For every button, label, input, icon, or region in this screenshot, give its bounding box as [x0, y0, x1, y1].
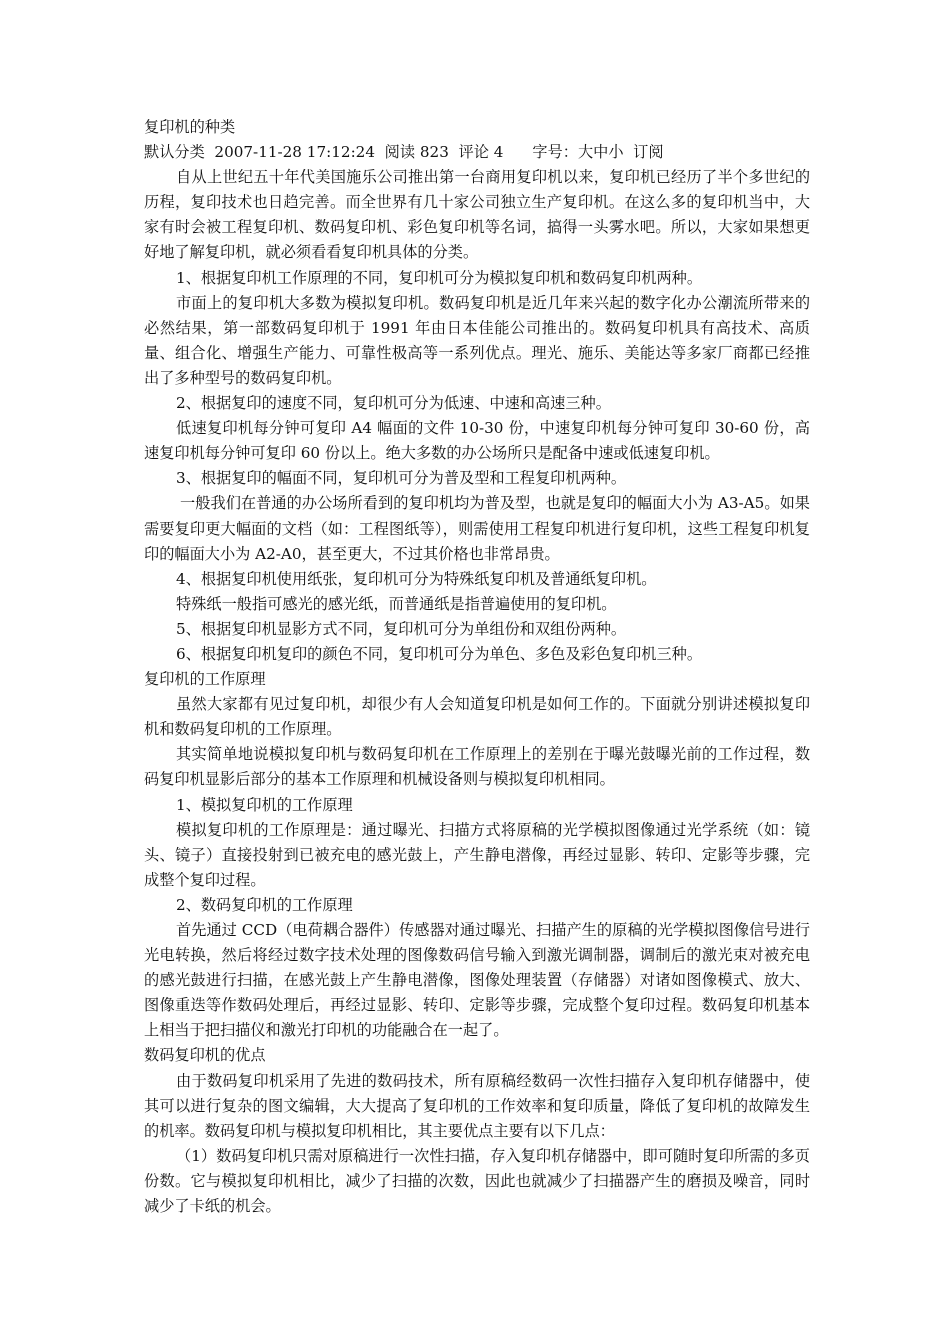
post-meta: [144, 140, 810, 165]
paragraph: 5、根据复印机显影方式不同，复印机可分为单组份和双组份两种。: [176, 619, 627, 638]
paragraph: 低速复印机每分钟可复印 A4 幅面的文件 10-30 份，中速复印机每分钟可复印 30-60 份，高速复印机每分钟可复印 60 份以上。绝大多数的办公场所只是配备中速或低速复印机。: [144, 419, 810, 463]
meta-datetime: 2007-11-28 17:12:24: [214, 143, 376, 162]
paragraph: 1、根据复印机工作原理的不同，复印机可分为模拟复印机和数码复印机两种。: [176, 268, 703, 287]
paragraph: 其实简单地说模拟复印机与数码复印机在工作原理上的差别在于曝光鼓曝光前的工作过程，数码复印机显影后部分的基本工作原理和机械设备则与模拟复印机相同。: [144, 745, 810, 789]
paragraph: 一般我们在普通的办公场所看到的复印机均为普及型，也就是复印的幅面大小为 A3-A5。如果需要复印更大幅面的文档（如：工程图纸等），则需使用工程复印机进行复印机，这些工程复印机复印的幅面大小为 A2-A0，甚至更大，不过其价格也非常昂贵。: [144, 494, 810, 563]
meta-category[interactable]: 默认分类: [144, 143, 205, 162]
document-title: 复印机的种类: [144, 118, 236, 136]
paragraph: 4、根据复印机使用纸张，复印机可分为特殊纸复印机及普通纸复印机。: [176, 569, 657, 588]
paragraph: 市面上的复印机大多数为模拟复印机。数码复印机是近几年来兴起的数字化办公潮流所带来的必然结果，第一部数码复印机于 1991 年由日本佳能公司推出的。数码复印机具有高技术、高质量、组合化、增强生产能力、可靠性极高等一系列优点。理光、施乐、美能达等多家厂商都已经推出了多种型号的数码复印机。: [144, 293, 810, 387]
paragraph: 虽然大家都有见过复印机，却很少有人会知道复印机是如何工作的。下面就分别讲述模拟复印机和数码复印机的工作原理。: [144, 695, 810, 739]
paragraph: 1、模拟复印机的工作原理: [176, 795, 353, 814]
section-heading: 复印机的工作原理: [144, 670, 266, 689]
paragraph: 特殊纸一般指可感光的感光纸，而普通纸是指普遍使用的复印机。: [176, 594, 617, 613]
paragraph: 自从上世纪五十年代美国施乐公司推出第一台商用复印机以来，复印机已经历了半个多世纪的历程，复印技术也日趋完善。而全世界有几十家公司独立生产复印机。在这么多的复印机当中，大家有时会被工程复印机、数码复印机、彩色复印机等名词，搞得一头雾水吧。所以，大家如果想更好地了解复印机，就必须看看复印机具体的分类。: [144, 168, 810, 262]
meta-reads: 阅读 823: [384, 143, 449, 162]
paragraph: 2、根据复印的速度不同，复印机可分为低速、中速和高速三种。: [176, 394, 611, 413]
document-page: [144, 115, 810, 1219]
paragraph: 首先通过 CCD（电荷耦合器件）传感器对通过曝光、扫描产生的原稿的光学模拟图像信号进行光电转换，然后将经过数字技术处理的图像数码信号输入到激光调制器，调制后的激光束对被充电的感光鼓进行扫描，在感光鼓上产生静电潜像，图像处理装置（存储器）对诸如图像模式、放大、图像重迭等作数码处理后，再经过显影、转印、定影等步骤，完成整个复印过程。数码复印机基本上相当于把扫描仪和激光打印机的功能融合在一起了。: [144, 921, 810, 1040]
section-heading: 数码复印机的优点: [144, 1046, 266, 1065]
paragraph: 由于数码复印机采用了先进的数码技术，所有原稿经数码一次性扫描存入复印机存储器中，使其可以进行复杂的图文编辑，大大提高了复印机的工作效率和复印质量，降低了复印机的故障发生的机率。数码复印机与模拟复印机相比，其主要优点主要有以下几点：: [144, 1071, 810, 1140]
paragraph: 6、根据复印机复印的颜色不同，复印机可分为单色、多色及彩色复印机三种。: [176, 644, 703, 663]
paragraph: 模拟复印机的工作原理是：通过曝光、扫描方式将原稿的光学模拟图像通过光学系统（如：镜头、镜子）直接投射到已被充电的感光鼓上，产生静电潜像，再经过显影、转印、定影等步骤，完成整个复印过程。: [144, 820, 810, 889]
paragraph: （1）数码复印机只需对原稿进行一次性扫描，存入复印机存储器中，即可随时复印所需的多页份数。它与模拟复印机相比，减少了扫描的次数，因此也就减少了扫描器产生的磨损及噪音，同时减少了卡纸的机会。: [144, 1146, 810, 1216]
paragraph: 2、数码复印机的工作原理: [176, 895, 353, 914]
meta-fontsize[interactable]: 字号：大中小: [532, 143, 624, 162]
meta-comments[interactable]: 评论 4: [458, 143, 504, 162]
meta-subscribe[interactable]: 订阅: [633, 143, 664, 162]
paragraph: 3、根据复印的幅面不同，复印机可分为普及型和工程复印机两种。: [176, 469, 627, 488]
